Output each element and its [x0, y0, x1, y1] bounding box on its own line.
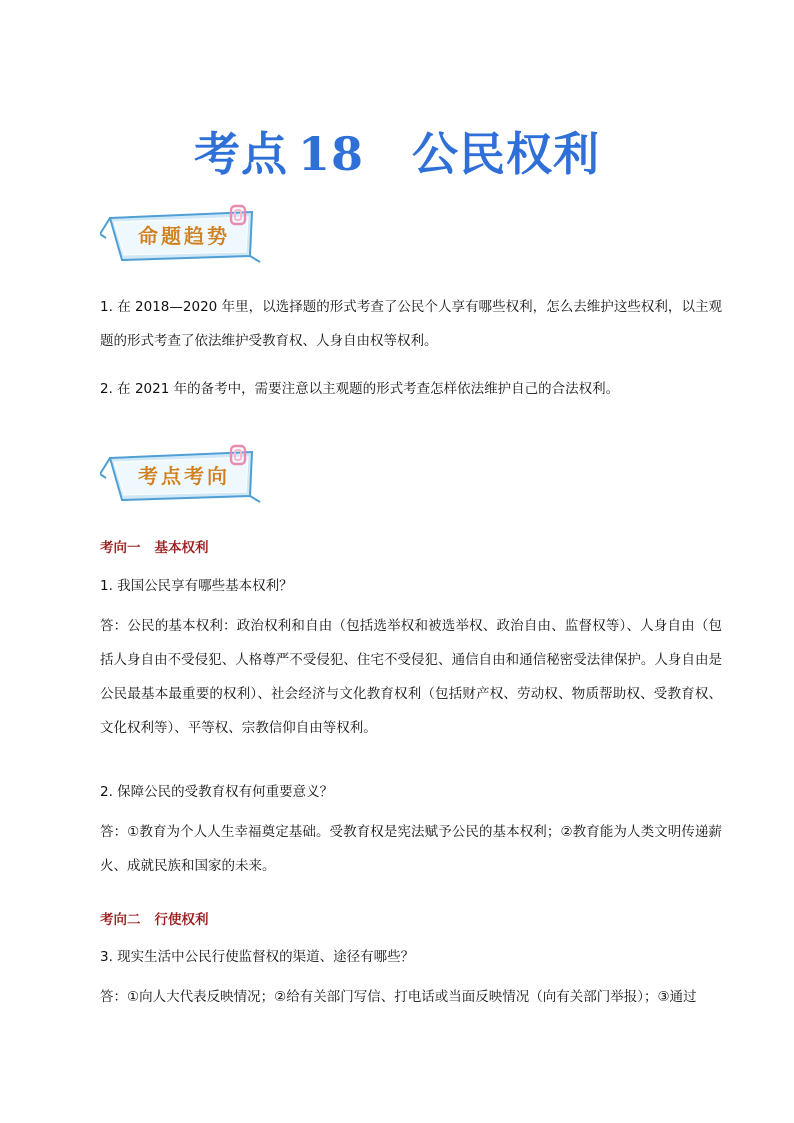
- title-prefix: 考点: [193, 127, 288, 181]
- answer-1: 答：公民的基本权利：政治权利和自由（包括选举权和被选举权、政治自由、监督权等）、人身自由（包括人身自由不受侵犯、人格尊严不受侵犯、住宅不受侵犯、通信自由和通信秘密受法律保护。人身自由是公民最基本最重要的权利）、社会经济与文化教育权利（包括财产权、劳动权、物质帮助权、受教育权、文化权利等）、平等权、宗教信仰自由等权利。: [100, 618, 722, 736]
- title-subject: 公民权利: [412, 127, 600, 181]
- section-heading-2: [100, 908, 209, 928]
- section-label: 考向二: [100, 912, 141, 928]
- question-1: 1. 我国公民享有哪些基本权利？: [100, 578, 293, 594]
- section-heading-1: [100, 536, 209, 556]
- question-2: 2. 保障公民的受教育权有何重要意义？: [100, 784, 334, 800]
- banner-points: [100, 444, 268, 510]
- banner-trend: [100, 204, 268, 270]
- trend-item-2: 2. 在 2021 年的备考中，需要注意以主观题的形式考查怎样依法维护自己的合法权利。: [100, 381, 620, 397]
- question-3: 3. 现实生活中公民行使监督权的渠道、途径有哪些？: [100, 949, 415, 965]
- trend-item-1: 1. 在 2018—2020 年里，以选择题的形式考查了公民个人享有哪些权利，怎么去维护这些权利，以主观题的形式考查了依法维护受教育权、人身自由权等权利。: [100, 299, 722, 349]
- section-label: 考向一: [100, 540, 141, 556]
- answer-3: 答：①向人大代表反映情况；②给有关部门写信、打电话或当面反映情况（向有关部门举报）；③通过: [100, 989, 697, 1005]
- banner-trend-label: 命题趋势: [138, 224, 230, 248]
- page-title: [0, 118, 794, 184]
- section-name: 基本权利: [154, 540, 209, 556]
- title-number: 18: [297, 127, 364, 181]
- banner-points-label: 考点考向: [138, 464, 230, 488]
- section-name: 行使权利: [154, 912, 209, 928]
- answer-2: 答：①教育为个人人生幸福奠定基础。受教育权是宪法赋予公民的基本权利；②教育能为人类文明传递薪火、成就民族和国家的未来。: [100, 824, 722, 874]
